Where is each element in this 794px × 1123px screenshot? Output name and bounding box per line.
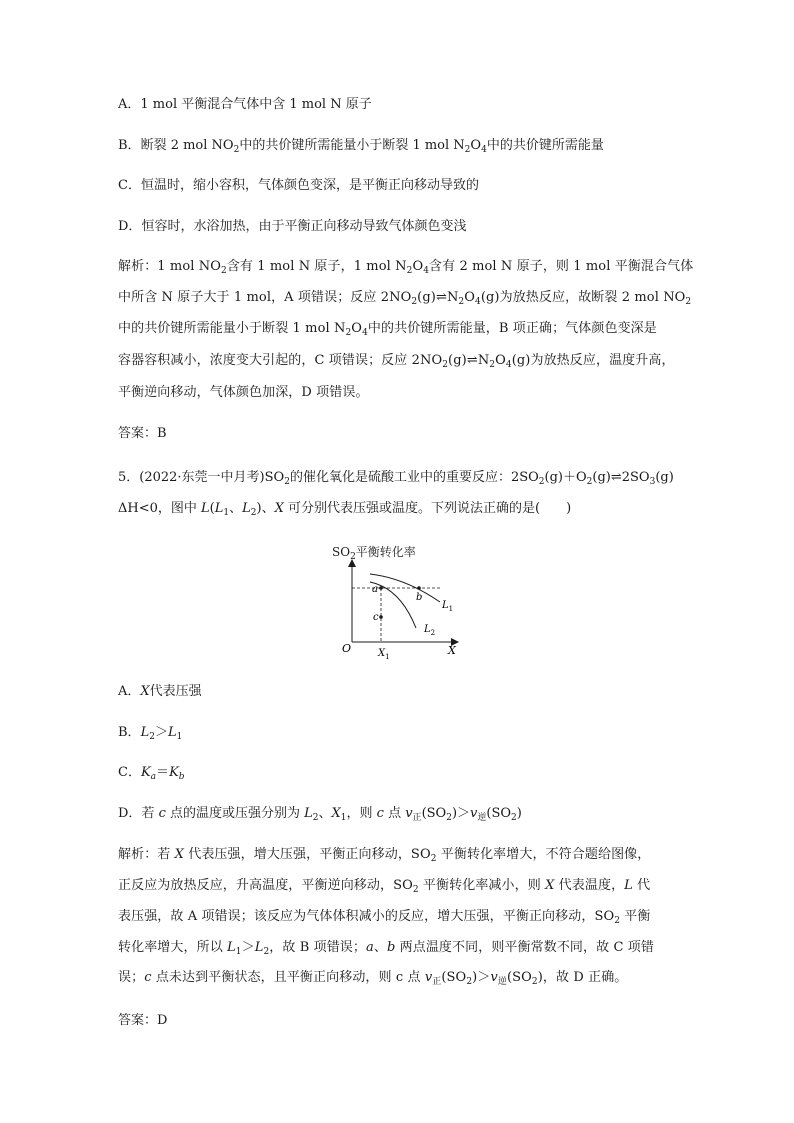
label-x1: $X_1$ bbox=[378, 648, 390, 661]
q4-solution-line-1: 解析：1 mol $NO_2$含有 1 mol N 原子，1 mol $N_2O_4$含有 2 mol N 原子，则 1 mol 平衡混合气体 bbox=[118, 259, 694, 276]
figure-title: $SO_2$平衡转化率 bbox=[332, 545, 416, 562]
equilibrium-arrow-icon: ⇌ bbox=[466, 353, 478, 368]
q5-solution-line-5: 误；c 点未达到平衡状态，且平衡正向移动，则 c 点 $v_正(SO_2)>v_逆(SO_2)$，故 D 正确。 bbox=[118, 970, 628, 987]
q4-answer: 答案：B bbox=[118, 426, 167, 441]
q5-stem-line-1: 5．(2022·东莞一中月考)$SO_2$的催化氧化是硫酸工业中的重要反应：$2SO_2(g)+O_2(g)\rightleftharpoons 2SO_3(g)$ bbox=[118, 470, 674, 487]
label-a: a bbox=[372, 584, 378, 595]
label-l2: $L_2$ bbox=[424, 624, 436, 637]
q5-option-a: A．X代表压强 bbox=[118, 684, 202, 699]
label-o: O bbox=[342, 642, 352, 655]
q5-stem-line-2: ΔH<0，图中 $L(L_1$、$L_2$)、X 可分别代表压强或温度。下列说法正确的是( ) bbox=[118, 501, 572, 518]
equilibrium-arrow-icon: ⇌ bbox=[435, 290, 447, 305]
conversion-figure bbox=[330, 540, 470, 660]
q5-option-c: C．$K_a=K_b$ bbox=[118, 765, 185, 782]
point-c bbox=[379, 615, 383, 619]
q4-solution-line-5: 平衡逆向移动，气体颜色加深，D 项错误。 bbox=[118, 385, 369, 400]
label-c: c bbox=[373, 612, 379, 623]
q4-option-c: C．恒温时，缩小容积，气体颜色变深，是平衡正向移动导致的 bbox=[118, 178, 479, 193]
q4-option-a: A．1 mol 平衡混合气体中含 1 mol N 原子 bbox=[118, 97, 372, 112]
q4-option-b: B．断裂 2 mol $NO_2$中的共价键所需能量小于断裂 1 mol $N_2O_4$中的共价键所需能量 bbox=[118, 138, 604, 155]
label-l1: $L_1$ bbox=[442, 600, 454, 613]
label-x: X bbox=[448, 644, 456, 657]
equilibrium-arrow-icon: ⇌ bbox=[610, 470, 622, 485]
q5-solution-line-1: 解析：若 X 代表压强，增大压强，平衡正向移动，$SO_2$ 平衡转化率增大，不符合题给图像， bbox=[118, 847, 651, 864]
q4-solution-line-2: 中所含 N 原子大于 1 mol，A 项错误；反应 $2NO_2(g)\rightleftharpoons N_2O_4(g)$为放热反应，故断裂 2 mol $NO_2$ bbox=[118, 290, 692, 307]
q4-solution-line-4: 容器容积减小，浓度变大引起的，C 项错误；反应 $2NO_2(g)\rightleftharpoons N_2O_4(g)$为放热反应，温度升高， bbox=[118, 353, 675, 370]
point-b bbox=[417, 586, 421, 590]
figure-svg bbox=[330, 540, 470, 660]
q5-option-d: D．若 c 点的温度或压强分别为 $L_2$、$X_1$，则 c 点 $v_正(SO_2)>v_逆(SO_2)$ bbox=[118, 806, 522, 823]
point-a bbox=[379, 586, 383, 590]
q5-answer: 答案：D bbox=[118, 1013, 168, 1028]
label-b: b bbox=[416, 592, 423, 603]
q4-solution-line-3: 中的共价键所需能量小于断裂 1 mol $N_2O_4$中的共价键所需能量，B 项正确；气体颜色变深是 bbox=[118, 321, 657, 338]
q5-solution-line-4: 转化率增大，所以 $L_1>L_2$，故 B 项错误；a、b 两点温度不同，则平衡常数不同，故 C 项错 bbox=[118, 940, 654, 957]
q5-solution-line-3: 表压强，故 A 项错误；该反应为气体体积减小的反应，增大压强，平衡正向移动，$SO_2$ 平衡 bbox=[118, 909, 651, 926]
q5-option-b: B．$L_2>L_1$ bbox=[118, 725, 183, 742]
q4-option-d: D．恒容时，水浴加热，由于平衡正向移动导致气体颜色变浅 bbox=[118, 219, 467, 234]
q5-solution-line-2: 正反应为放热反应，升高温度，平衡逆向移动，$SO_2$ 平衡转化率减小，则 X 代表温度，L 代 bbox=[118, 878, 651, 895]
